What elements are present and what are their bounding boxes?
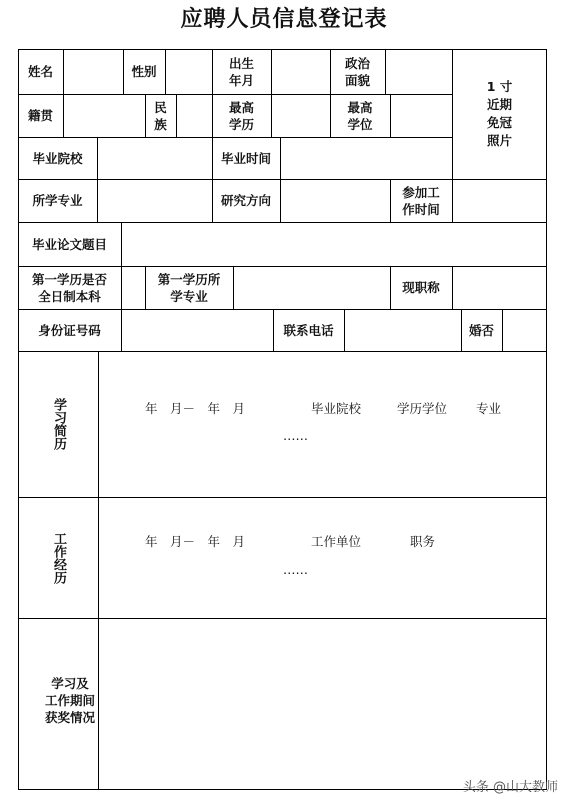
- title-now-field[interactable]: [453, 267, 546, 308]
- label-birth: 出生 年月: [228, 55, 254, 88]
- work-date-range: 年 月－ 年 月: [145, 534, 246, 549]
- native-field[interactable]: [64, 95, 144, 136]
- work-position-header: 职务: [410, 534, 436, 549]
- study-ellipsis: ……: [283, 428, 308, 443]
- ethnic-field[interactable]: [177, 95, 211, 136]
- grad-school-field[interactable]: [98, 138, 211, 178]
- label-phone: 联系电话: [283, 322, 334, 338]
- gender-field[interactable]: [166, 50, 211, 93]
- study-date-range: 年 月－ 年 月: [145, 401, 246, 416]
- label-native: 籍贯: [27, 108, 53, 123]
- highest-edu-field[interactable]: [272, 95, 329, 136]
- label-grad-school: 毕业院校: [32, 150, 83, 166]
- label-work-start: 参加工 作时间: [402, 184, 440, 217]
- label-id-no: 身份证号码: [38, 322, 101, 338]
- highest-degree-field[interactable]: [391, 95, 451, 136]
- photo-box[interactable]: 1 寸 近期 免冠 照片: [486, 79, 513, 148]
- work-employer-header: 工作单位: [311, 534, 362, 549]
- label-title-now: 现职称: [402, 280, 440, 295]
- study-degree-header: 学历学位: [397, 401, 448, 416]
- label-gender: 性别: [131, 64, 157, 79]
- awards-field[interactable]: [99, 619, 546, 789]
- label-highest-edu: 最高 学历: [228, 99, 254, 132]
- form-title: 应聘人员信息登记表: [180, 6, 388, 32]
- political-field[interactable]: [386, 50, 451, 93]
- label-first-major: 第一学历所 学专业: [157, 271, 221, 304]
- label-thesis: 毕业论文题目: [31, 236, 107, 252]
- label-marital: 婚否: [468, 322, 494, 338]
- label-highest-degree: 最高 学位: [347, 99, 373, 132]
- label-awards: 学习及 工作期间 获奖情况: [44, 675, 95, 725]
- label-political: 政治 面貌: [344, 55, 370, 88]
- label-study-history: 学习简历: [51, 398, 66, 450]
- label-work-history: 工作经历: [51, 531, 66, 584]
- study-major-header: 专业: [476, 401, 502, 416]
- marital-field[interactable]: [503, 310, 546, 350]
- label-research: 研究方向: [220, 193, 271, 208]
- thesis-field[interactable]: [122, 223, 546, 265]
- label-ethnic: 民 族: [154, 99, 167, 132]
- work-history-field[interactable]: [99, 498, 546, 617]
- work-ellipsis: ……: [283, 562, 308, 577]
- major-field[interactable]: [98, 180, 211, 221]
- label-grad-time: 毕业时间: [220, 150, 271, 166]
- research-field[interactable]: [281, 180, 389, 221]
- label-major: 所学专业: [32, 193, 83, 208]
- study-history-field[interactable]: [99, 352, 546, 496]
- name-field[interactable]: [64, 50, 122, 93]
- study-school-header: 毕业院校: [311, 401, 362, 416]
- label-name: 姓名: [27, 64, 53, 79]
- label-first-fulltime: 第一学历是否 全日制本科: [31, 271, 107, 304]
- first-major-field[interactable]: [234, 267, 389, 308]
- id-no-field[interactable]: [122, 310, 272, 350]
- first-fulltime-field[interactable]: [122, 267, 144, 308]
- watermark: 头条 @山大教师: [462, 780, 558, 795]
- birth-field[interactable]: [272, 50, 329, 93]
- grad-time-field[interactable]: [281, 138, 451, 178]
- phone-field[interactable]: [345, 310, 460, 350]
- work-start-field[interactable]: [453, 180, 546, 221]
